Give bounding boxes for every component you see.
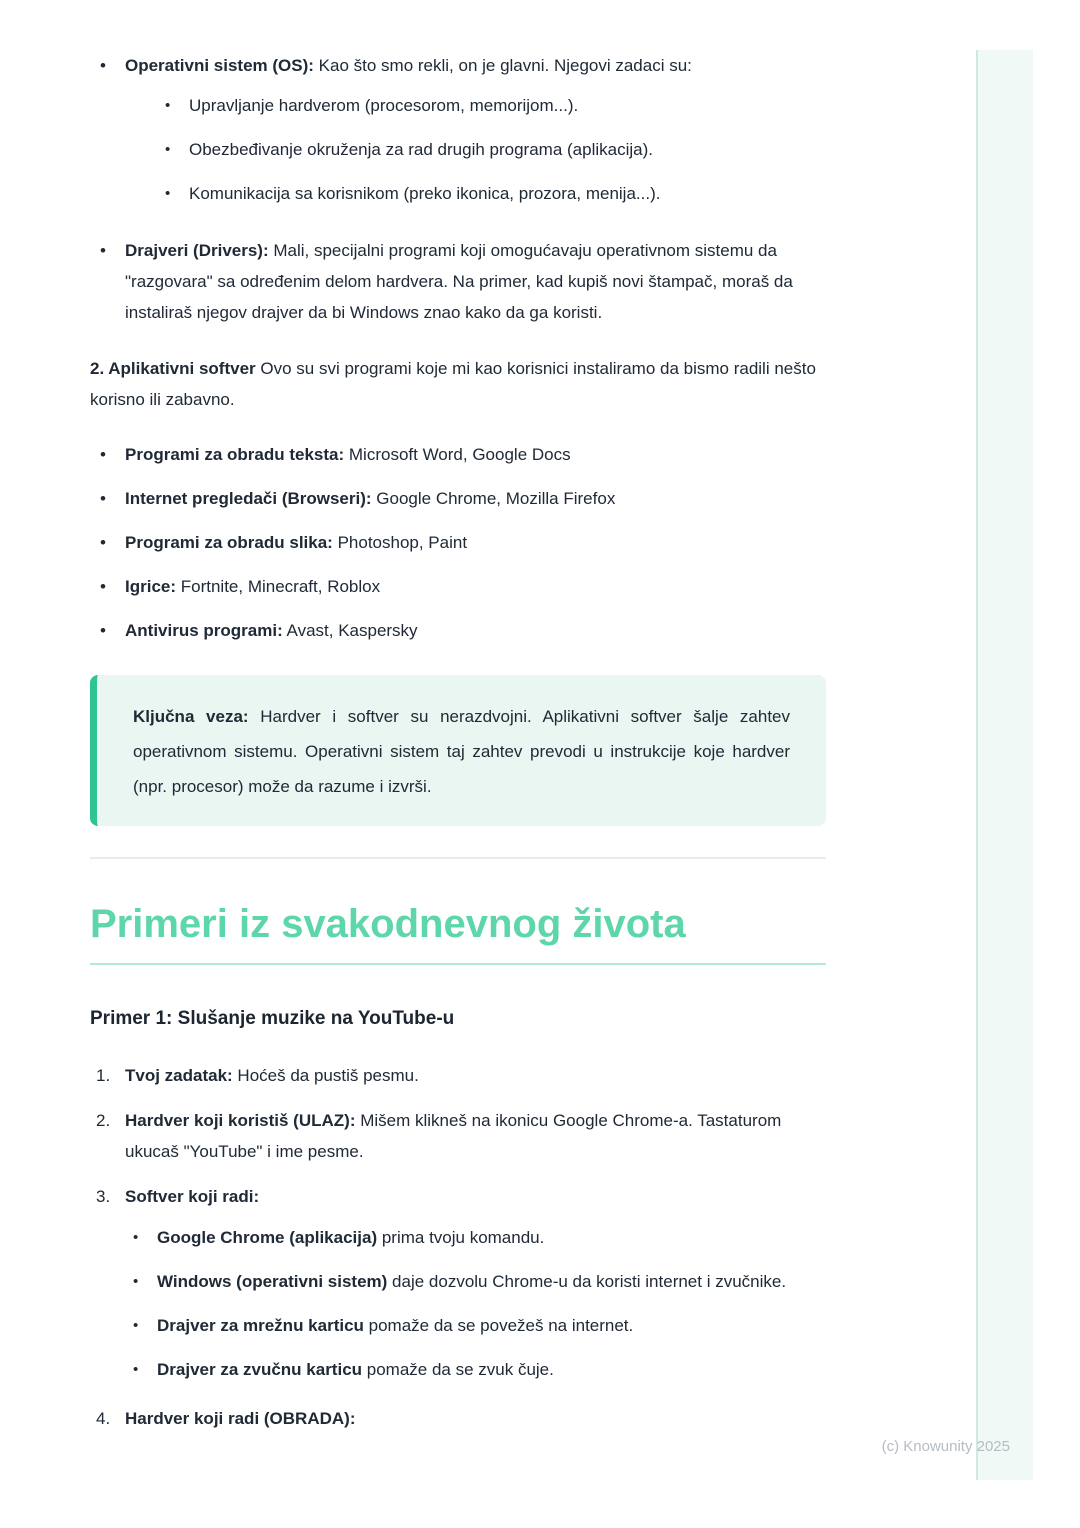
term-label: Operativni sistem (OS): [125, 56, 314, 75]
term-text: pomaže da se povežeš na internet. [363, 1316, 634, 1335]
term-text: Fortnite, Minecraft, Roblox [176, 577, 381, 596]
list-item [90, 235, 826, 328]
term-label: Google Chrome (aplikacija) [157, 1228, 378, 1247]
term-text: Ovo su svi programi koje mi kao korisnici instaliramo da bismo radili nešto korisno ili zabavno. [90, 359, 816, 409]
term-text: Google Chrome, Mozilla Firefox [371, 489, 616, 508]
page-edge-strip [976, 50, 1033, 1480]
term-label: Programi za obradu slika: [125, 533, 333, 552]
term-label: Igrice: [125, 577, 177, 596]
list-item [125, 1222, 826, 1253]
list-item [90, 50, 826, 209]
step-label: Hardver koji radi (OBRADA): [125, 1409, 356, 1428]
list-item: • Komunikacija sa korisnikom (preko ikonica, prozora, menija...). [157, 178, 826, 209]
term-label: Drajver za zvučnu karticu [157, 1360, 363, 1379]
youtube-example-steps [90, 1060, 826, 1434]
step-text: Mišem klikneš na ikonicu Google Chrome-a. Tastaturom ukucaš "YouTube" i ime pesme. [125, 1111, 782, 1161]
list-item [90, 527, 826, 558]
copyright-watermark: (c) Knowunity 2025 [881, 1438, 1010, 1455]
list-item [90, 571, 826, 602]
term-text: Kao što smo rekli, on je glavni. Njegovi zadaci su: [313, 56, 692, 75]
term-text: daje dozvolu Chrome-u da koristi internet i zvučnike. [387, 1272, 787, 1291]
step-label: Hardver koji koristiš (ULAZ): [125, 1111, 356, 1130]
list-item [90, 439, 826, 470]
step-label: Tvoj zadatak: [125, 1066, 233, 1085]
term-text: Avast, Kaspersky [282, 621, 418, 640]
step-item [90, 1060, 826, 1091]
step-item [90, 1105, 826, 1167]
term-text: Mali, specijalni programi koji omogućavaju operativnom sistemu da "razgovara" sa određenim delom hardvera. Na primer, kad kupiš novi štampač, moraš da instaliraš njegov drajver da bi Windows znao kako da ga koristi. [125, 241, 793, 322]
software-actors-sublist [125, 1222, 826, 1385]
list-item [90, 615, 826, 646]
term-label: Programi za obradu teksta: [125, 445, 345, 464]
step-text: Hoćeš da pustiš pesmu. [232, 1066, 419, 1085]
step-number: 1. [96, 1066, 111, 1085]
list-item [125, 1310, 826, 1341]
callout-text: Hardver i softver su nerazdvojni. Aplikativni softver šalje zahtev operativnom sistemu. Operativni sistem taj zahtev prevodi u instrukcije koje hardver (npr. procesor) može da razume i izvrši. [133, 707, 791, 796]
term-text: prima tvoju komandu. [377, 1228, 545, 1247]
list-item [125, 1266, 826, 1297]
term-label: Drajveri (Drivers): [125, 241, 269, 260]
term-label: 2. Aplikativni softver [90, 359, 256, 378]
list-item: • Obezbeđivanje okruženja za rad drugih programa (aplikacija). [157, 134, 826, 165]
callout-label: Ključna veza: [133, 707, 249, 726]
list-item [90, 483, 826, 514]
term-label: Drajver za mrežnu karticu [157, 1316, 364, 1335]
list-item [125, 1354, 826, 1385]
term-label: Antivirus programi: [125, 621, 283, 640]
step-item [90, 1403, 826, 1434]
step-item [90, 1181, 826, 1385]
os-tasks-sublist [157, 90, 826, 209]
application-examples-list [90, 439, 826, 646]
step-number: 3. [96, 1187, 111, 1206]
term-text: Photoshop, Paint [332, 533, 468, 552]
example-heading: Primer 1: Slušanje muzike na YouTube-u [90, 1008, 455, 1029]
page-title: Primeri iz svakodnevnog života [90, 901, 826, 965]
step-label: Softver koji radi: [125, 1187, 260, 1206]
section-divider [90, 857, 826, 859]
key-connection-callout [90, 675, 826, 826]
software-types-list [90, 50, 826, 328]
term-label: Internet pregledači (Browseri): [125, 489, 372, 508]
term-text: Microsoft Word, Google Docs [344, 445, 571, 464]
application-software-paragraph [90, 353, 826, 415]
list-item: • Upravljanje hardverom (procesorom, memorijom...). [157, 90, 826, 121]
term-label: Windows (operativni sistem) [157, 1272, 388, 1291]
step-number: 2. [96, 1111, 111, 1130]
step-number: 4. [96, 1409, 111, 1428]
document-body [90, 50, 826, 1448]
term-text: pomaže da se zvuk čuje. [362, 1360, 554, 1379]
